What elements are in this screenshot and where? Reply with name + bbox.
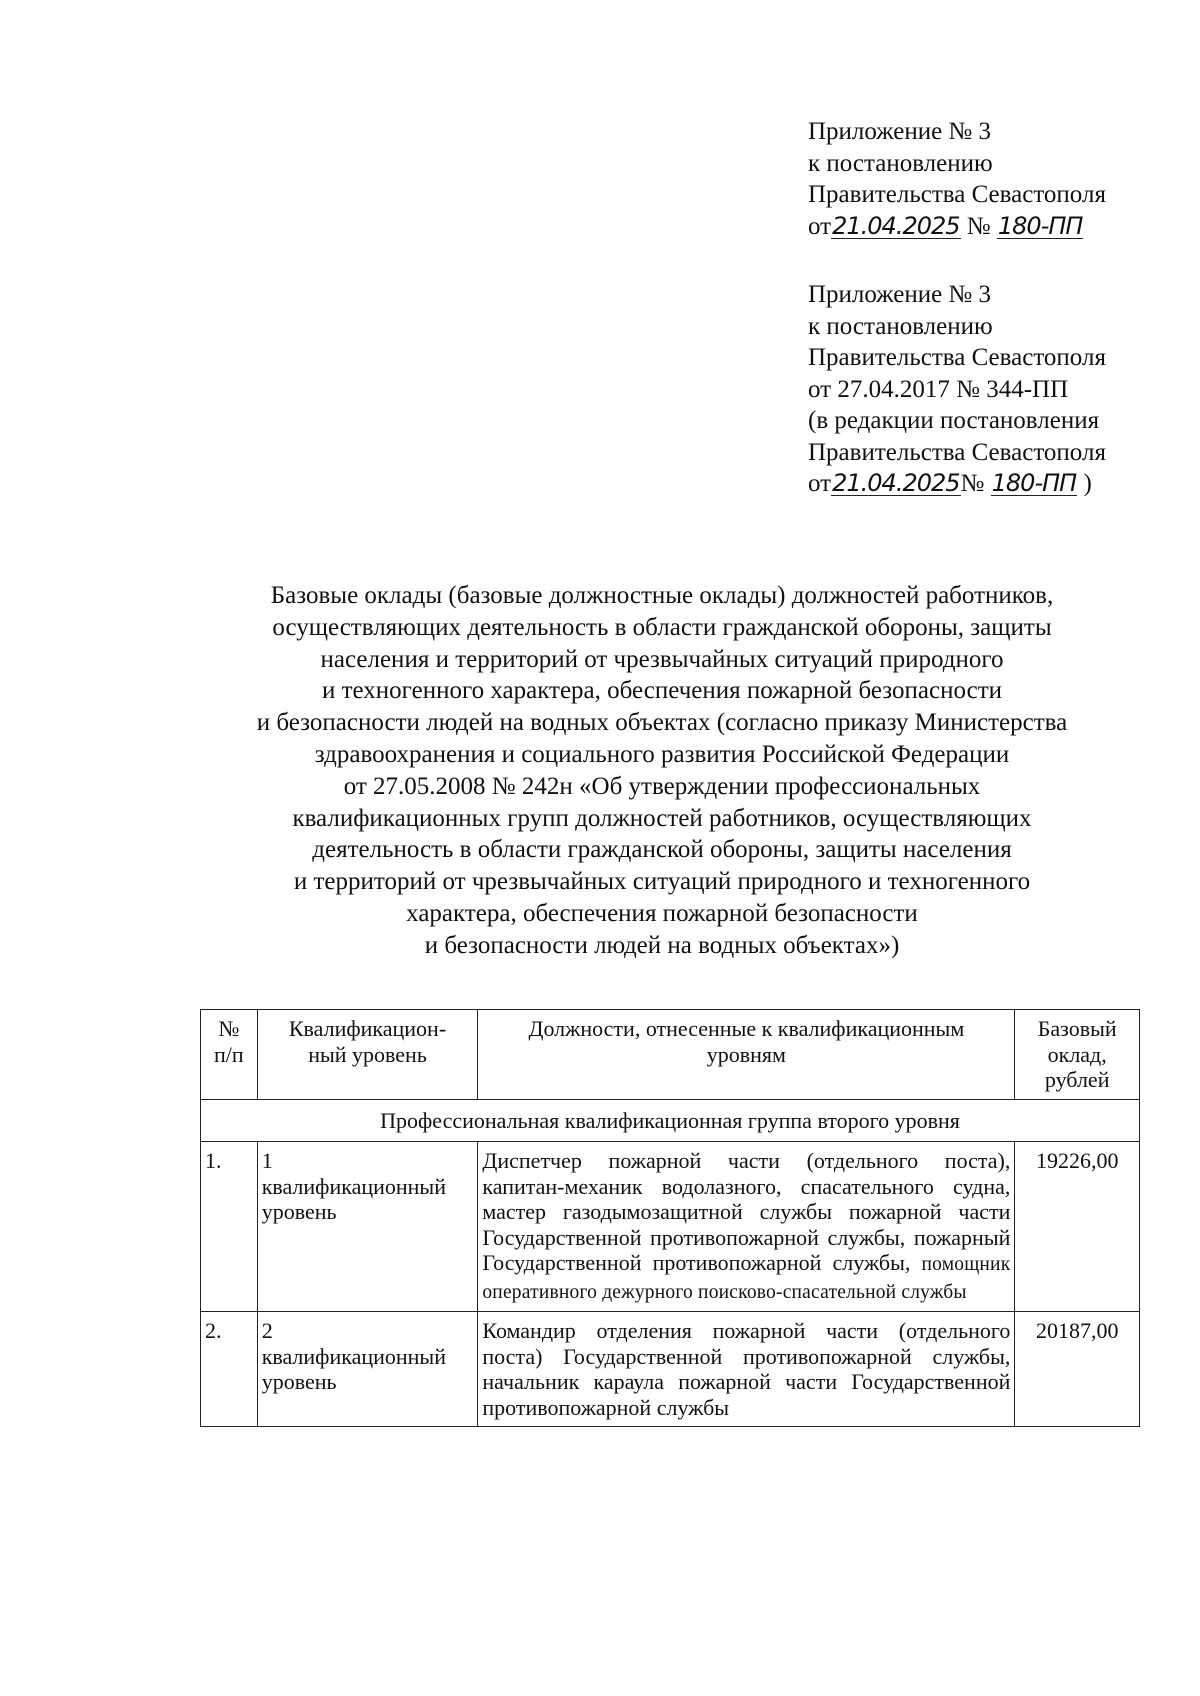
group-title: Профессиональная квалификационная группа второго уровня xyxy=(201,1099,1140,1142)
appendix-header-current xyxy=(808,116,1106,242)
header-text: Должности, отнесенные к квалификационным xyxy=(528,1016,965,1041)
row-num: 1. xyxy=(201,1142,258,1312)
group-row xyxy=(201,1099,1140,1142)
appendix-title: Приложение № 3 xyxy=(808,281,992,308)
level-text: квалификационный xyxy=(261,1173,446,1199)
header-salary xyxy=(1015,1010,1140,1100)
title-line: осуществляющих деятельность в области гражданской обороны, защиты xyxy=(272,613,1052,641)
header-text: № xyxy=(218,1016,240,1041)
row-level xyxy=(257,1312,478,1427)
row-positions xyxy=(478,1142,1015,1312)
table-row xyxy=(201,1142,1140,1312)
number-label: № xyxy=(966,212,991,240)
handwritten-date: 21.04.2025 xyxy=(832,211,960,240)
salary-table xyxy=(200,1009,1140,1427)
header-positions xyxy=(478,1010,1015,1100)
appendix-government-2: Правительства Севастополя xyxy=(808,438,1106,466)
header-num xyxy=(201,1010,258,1100)
appendix-date-number xyxy=(808,468,1106,500)
appendix-edition-note: (в редакции постановления xyxy=(808,407,1100,434)
appendix-header-previous xyxy=(808,279,1106,500)
level-text: уровень xyxy=(261,1369,337,1394)
title-line: деятельность в области гражданской обороны, защиты населения xyxy=(312,836,1012,864)
title-line: здравоохранения и социального развития Российской Федерации xyxy=(314,740,1010,768)
from-label: от xyxy=(808,212,832,240)
title-line: квалификационных групп должностей работников, осуществляющих xyxy=(292,804,1032,832)
level-text: уровень xyxy=(261,1199,337,1224)
header-text: ный уровень xyxy=(308,1041,427,1067)
level-text: квалификационный xyxy=(261,1343,446,1369)
appendix-original-decree: от 27.04.2017 № 344-ПП xyxy=(808,375,1069,403)
header-text: Базовый xyxy=(1037,1016,1117,1041)
document-title xyxy=(190,580,1134,962)
header-text: уровням xyxy=(706,1041,786,1067)
appendix-title: Приложение № 3 xyxy=(808,118,992,145)
appendix-to-decree: к постановлению xyxy=(808,149,993,177)
appendix-government: Правительства Севастополя xyxy=(808,181,1106,208)
header-level xyxy=(257,1010,478,1100)
title-line: и безопасности людей на водных объектах (согласно приказу Министерства xyxy=(256,709,1068,737)
positions-text: Командир отделения пожарной части (отдельного поста) Государственной противопожарной службы, начальник караула пожарной части Государственной противопожарной службы xyxy=(482,1318,1011,1420)
title-line: и территорий от чрезвычайных ситуаций природного и техногенного xyxy=(293,868,1031,896)
handwritten-number: 180-ПП xyxy=(991,469,1077,497)
level-text: 1 xyxy=(261,1148,273,1173)
positions-text-small: помощник оперативного дежурного поисково-спасательной службы xyxy=(482,1254,1011,1303)
title-line: Базовые оклады (базовые должностные оклады) должностей работников, xyxy=(270,582,1054,609)
title-line: и безопасности людей на водных объектах») xyxy=(424,931,900,959)
handwritten-date: 21.04.2025 xyxy=(832,469,960,497)
header-text: п/п xyxy=(214,1041,244,1067)
row-num: 2. xyxy=(201,1312,258,1427)
handwritten-number: 180-ПП xyxy=(997,211,1083,240)
table-row xyxy=(201,1312,1140,1427)
row-salary: 20187,00 xyxy=(1015,1312,1140,1427)
title-line: населения и территорий от чрезвычайных ситуаций природного xyxy=(320,645,1004,673)
title-line: и техногенного характера, обеспечения пожарной безопасности xyxy=(321,677,1003,705)
title-line: от 27.05.2008 № 242н «Об утверждении профессиональных xyxy=(343,772,981,800)
positions-text: Диспетчер пожарной части (отдельного поста), капитан-механик водолазного, спасательного судна, мастер газодымозащитной службы пожарной части Государственной противопожарной службы, пожарный Государственной противопожарной службы, xyxy=(482,1148,1011,1275)
header-text: рублей xyxy=(1044,1067,1110,1092)
number-label: № xyxy=(960,470,985,497)
table-header-row xyxy=(201,1010,1140,1100)
row-positions xyxy=(478,1312,1015,1427)
title-line: характера, обеспечения пожарной безопасности xyxy=(406,899,918,927)
header-text: оклад, xyxy=(1047,1041,1107,1067)
level-text: 2 xyxy=(261,1318,273,1343)
header-text: Квалификацион- xyxy=(288,1016,447,1041)
appendix-government: Правительства Севастополя xyxy=(808,344,1106,371)
row-salary: 19226,00 xyxy=(1015,1142,1140,1312)
from-label: от xyxy=(808,470,832,497)
appendix-date-number xyxy=(808,211,1106,243)
row-level xyxy=(257,1142,478,1312)
close-paren: ) xyxy=(1083,470,1092,497)
appendix-to-decree: к постановлению xyxy=(808,312,993,340)
